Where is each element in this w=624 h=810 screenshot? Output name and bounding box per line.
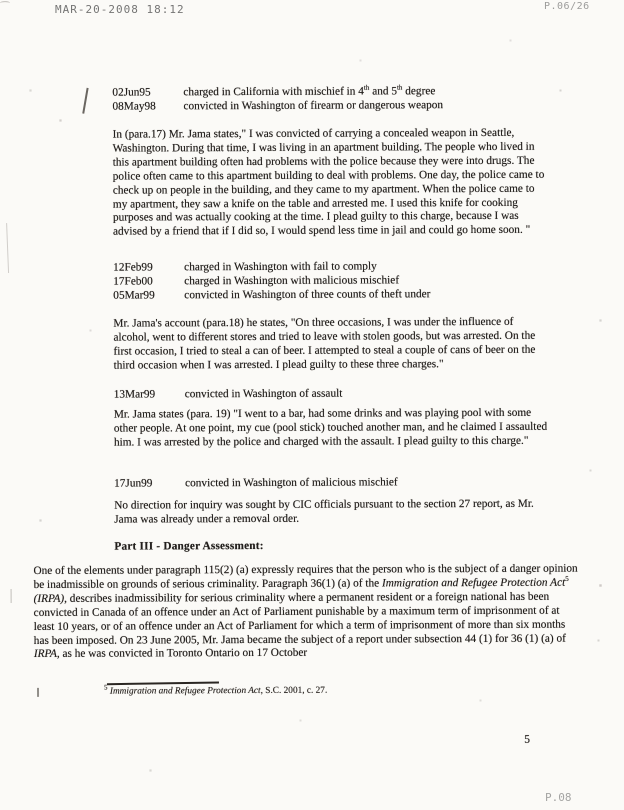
footnote: [104, 685, 534, 698]
scan-artifact-line: [6, 223, 9, 273]
conviction-list-1: [112, 85, 549, 115]
irpa-abbreviation-italic: (IRPA): [33, 592, 65, 605]
conviction-description: charged in Washington with malicious mischief: [184, 274, 400, 288]
scan-artifact-line: [11, 589, 12, 603]
no-direction-paragraph: No direction for inquiry was sought by CIC officials pursuant to the section 27 report, as Mr. Jama was already under a removal order.: [114, 497, 534, 526]
paragraph-19-statement: Mr. Jama states (para. 19) "I went to a bar, had some drinks and was playing pool with some other people. At one point, my cue (pool stick) touched another man, and he claimed I assaulted him. I was arrested by the police and charged with the assault. I plead guilty to this charge.": [113, 406, 548, 449]
scan-artifact-slash: [82, 88, 88, 114]
conviction-list-4: [114, 476, 551, 492]
footnote-marker: 5: [103, 683, 108, 692]
page-number: 5: [524, 733, 531, 746]
act-title-italic: Immigration and Refugee Protection Act: [381, 576, 566, 590]
conviction-date: 13Mar99: [113, 388, 156, 401]
part-3-heading: Part III - Danger Assessment:: [114, 539, 264, 553]
fax-footer-fragment: P.08: [545, 791, 572, 804]
desc-text: degree: [402, 85, 436, 98]
desc-text: and 5: [369, 85, 397, 98]
conviction-row: [112, 99, 549, 115]
conviction-date: 05Mar99: [113, 289, 155, 302]
desc-text: charged in California with mischief in 4: [183, 85, 364, 99]
conviction-row: [113, 288, 550, 304]
conviction-description: convicted in Washington of three counts of theft under: [184, 288, 431, 302]
conviction-description: convicted in Washington of firearm or dangerous weapon: [183, 99, 444, 113]
conviction-date: 02Jun95: [112, 86, 151, 99]
danger-assessment-paragraph: [33, 563, 578, 663]
footnote-act-title: Immigration and Refugee Protection Act: [109, 685, 261, 697]
conviction-list-2: [113, 260, 550, 304]
scan-artifact-curve: [0, 1, 10, 5]
conviction-row: [114, 476, 551, 492]
footnote-reference: 5: [565, 574, 569, 583]
paragraph-text: One of the elements under paragraph 115(2) (a) expressly requires that the person who is the subject of a danger opinion be inadmissible on grounds of serious criminality. Paragraph 36(1) (a) of the: [33, 562, 578, 591]
conviction-row: [114, 387, 551, 403]
conviction-date: 12Feb99: [113, 261, 153, 274]
footnote-separator-rule: [107, 682, 219, 686]
paragraph-17-statement: In (para.17) Mr. Jama states," I was convicted of carrying a concealed weapon in Seattle, Washington. During that time, I was living in an apartment building. The people who lived in this apartment building often had problems with the police because they were into drugs. The police often came to this apartment building to deal with problems. One day, the police came to check up on people in the building, and they came to my apartment. When the police came to my apartment, they saw a knife on the table and arrested me. I used this knife for cooking purposes and was actually cooking at the time. I plead guilty to this charge, because I was advised by a friend that if I did so, I would spend less time in jail and could go home soon. ": [112, 126, 545, 238]
irpa-abbreviation-italic: IRPA: [33, 648, 57, 661]
paragraph-text: , describes inadmissibility for serious criminality where a permanent resident or a foreign national has been convicted in Canada of an offence under an Act of Parliament punishable by a maximum term of imprisonment of at least 10 years, or of an offence under an Act of Parliament for which a term of imprisonment of more than six months has been imposed. On 23 June 2005, Mr. Jama became the subject of a report under subsection 44 (1) for 36 (1) (a) of: [33, 590, 566, 647]
paragraph-text: , as he was convicted in Toronto Ontario on 17 October: [56, 647, 308, 661]
conviction-description: convicted in Washington of assault: [184, 387, 343, 401]
conviction-date: 08May98: [112, 100, 156, 113]
conviction-date: 17Feb00: [113, 275, 153, 288]
scan-artifact-mark: [37, 688, 39, 697]
footnote-citation: , S.C. 2001, c. 27.: [260, 685, 328, 696]
conviction-description: charged in Washington with fail to comply: [184, 260, 377, 274]
fax-page-indicator: P.06/26: [544, 1, 590, 12]
conviction-date: 17Jun99: [114, 477, 153, 490]
ordinal-superscript: th: [363, 83, 370, 92]
conviction-description: convicted in Washington of malicious mischief: [185, 476, 398, 490]
conviction-list-3: [114, 387, 551, 403]
ordinal-superscript: th: [396, 83, 403, 92]
paragraph-18-statement: Mr. Jama's account (para.18) he states, "On three occasions, I was under the influence of alcohol, went to different stores and tried to leave with stolen goods, but was arrested. On the first occasion, I tried to steal a can of beer. I attempted to steal a couple of cans of beer on the third occasion when I was arrested. I plead guilty to these three charges.": [113, 315, 536, 372]
fax-timestamp: MAR-20-2008 18:12: [55, 3, 185, 16]
